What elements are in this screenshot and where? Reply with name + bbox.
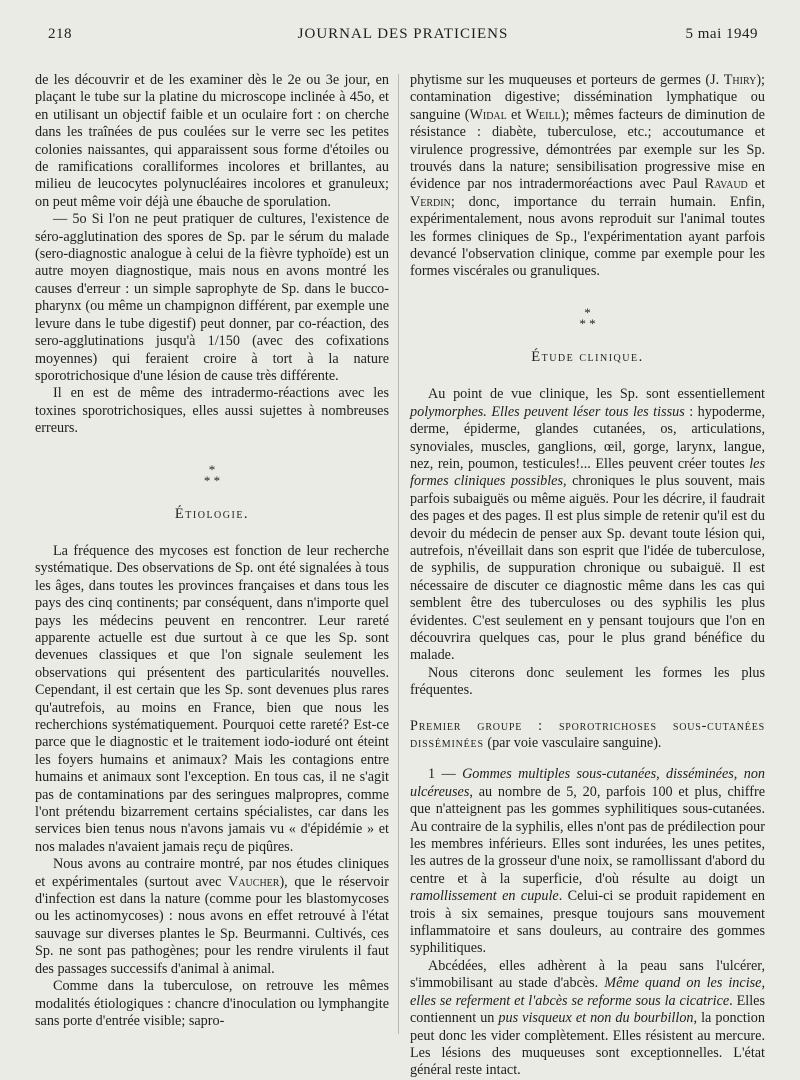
author-name: Verdin — [410, 193, 451, 210]
paragraph: Comme dans la tuberculose, on retrouve les mêmes modalités étiologiques : chancre d'inoculation ou lymphangite sans porte d'entrée visible; sapro- — [35, 978, 389, 1029]
paragraph: — 5o Si l'on ne peut pratiquer de cultures, l'existence de séro-agglutination des spores de Sp. par le sérum du malade (sero-diagnostic analogue à celui de la fièvre typhoïde) est un autre moyen diagnostique, mais nous en avons montré les causes d'erreur : un simple saprophyte de Sp. dans le bucco-pharynx (ou même un champignon différent, par exemple une levure dans le tube digestif) peut donner, par co-réaction, des sero-agglutinations jusqu'à 1/150 (avec des cofixations moyennes) qui feraient croire à tort à la nature sporotrichosique d'une lésion de cause très différente. — [35, 211, 389, 384]
author-name: Widal — [469, 106, 507, 123]
left-column — [35, 72, 389, 1030]
paragraph: Nous citerons donc seulement les formes les plus fréquentes. — [410, 664, 765, 699]
paragraph: Nous avons au contraire montré, par nos études cliniques et expérimentales (surtout avec Vaucher), que le réservoir d'infection est dans la nature (comme pour les blastomycoses ou les actinomycoses) : nous avons en effet retrouvé à l'état sauvage sur diverses plantes le Sp. Beurmanni. Cultivés, ces Sp. ne sont pas pathogènes; pour les rendre virulents il faut des passages successifs d'animal à animal. — [35, 856, 390, 977]
running-header — [48, 26, 758, 50]
paragraph: Au point de vue clinique, les Sp. sont essentiellement polymorphes. Elles peuvent léser tous les tissus : hypoderme, derme, épiderme, glandes cutanées, os, articulations, synoviales, muscles, ganglions, œil, gorge, larynx, langue, nez, rein, poumon, testicules!... Elles peuvent créer toutes les formes cliniques possibles, chroniques le plus souvent, mais parfois subaiguës ou même aiguës. Pour les décrire, il faudrait des pages et des pages. Il est plus simple de retenir qu'il est du devoir du médecin de penser aux Sp. devant toute lésion qui, autrefois, n'éveillait dans son esprit que l'idée de tuberculose, de syphilis, de suppuration chronique ou subaiguë. Il est nécessaire de discuter ce diagnostic même dans les cas qui semblent être des tuberculoses ou des syphilis les plus évidentes. C'est seulement en y pensant toujours que l'on en découvrira quelques cas, pour le plus grand bénéfice du malade. — [410, 386, 766, 664]
section-separator-stars: * * * — [203, 461, 221, 488]
right-column — [410, 72, 765, 1080]
author-name: Vaucher — [228, 873, 280, 890]
subsection-heading-premier-groupe: Premier groupe : sporotrichoses sous-cutanées disséminées (par voie vasculaire sanguine). — [410, 717, 765, 751]
section-heading-etiologie: Étiologie. — [174, 505, 250, 522]
paragraph: de les découvrir et de les examiner dès le 2e ou 3e jour, en plaçant le tube sur la platine du microscope inclinée à 45o, et en utilisant un objectif faible et un oculaire fort : on cherche dans les traînées de pus coulées sur le verre sec les petites colonies naissantes, qui apparaissent sous forme d'étoiles ou de ramifications coralliformes incolores et brillantes, au milieu de leucocytes polynucléaires incolores et granuleux; on peut même voir déjà une ébauche de sporulation. — [35, 72, 389, 210]
page-number: 218 — [48, 26, 72, 42]
paragraph: 1 — Gommes multiples sous-cutanées, disséminées, non ulcéreuses, au nombre de 5, 20, parfois 100 et plus, chiffre que n'atteignent pas les gommes syphilitiques sous-cutanées. Au contraire de la syphilis, elles n'ont pas de prédilection pour les membres inférieurs. Elles sont indurées, les unes petites, les autres de la grosseur d'une noix, se ramollissant d'abord du centre et à la superficie, d'où résulte au doigt un ramollissement en cupule. Celui-ci se produit rapidement en trois à six semaines, presque toujours sans mouvement inflammatoire et sans douleurs, au contraire des gommes syphilitiques. — [410, 766, 766, 957]
paragraph: phytisme sur les muqueuses et porteurs de germes (J. Thiry); contamination digestive; dissémination lymphatique ou sanguine (Widal et Weill); mêmes facteurs de diminution de résistance : diabète, tuberculose, etc.; accoutumance et virulence progressive, démontrées par exemple sur les Sp. trouvés dans la nature; sensibilisation progressive mise en évidence par nos intradermoréactions avec Paul Ravaud et Verdin; donc, importance du terrain humain. Enfin, expérimentalement, nous avons reproduit sur l'animal toutes les formes cliniques de Sp., l'expérimentation ayant parfois devancé l'observation clinique, comme par exemple pour les formes viscérales ou granuliques. — [410, 72, 765, 280]
issue-date: 5 mai 1949 — [685, 26, 758, 42]
section-heading-etude-clinique: Étude clinique. — [531, 348, 644, 365]
section-separator-stars: * * * — [579, 304, 596, 331]
journal-title: JOURNAL DES PRATICIENS — [297, 26, 509, 42]
author-name: Thiry — [723, 72, 757, 88]
paragraph: La fréquence des mycoses est fonction de leur recherche systématique. Des observations de Sp. ont été signalées à tous les âges, dans toutes les provinces françaises et dans tous les pays des cinq continents; par conséquent, dans n'importe quel pays les médecins peuvent en rencontrer. Leur rareté apparente actuelle est due surtout à ce que les Sp. sont devenues classiques et que l'on signale seulement les observations qui présentent des particularités nouvelles. Cependant, il est certain que les Sp. sont devenues plus rares qu'autrefois, au moins en France, bien que nous les recherchions systématiquement. Pourquoi cette rareté? Est-ce parce que le diagnostic et le traitement iodo-ioduré ont éteint les foyers humains et animaux? Mais les contagions entre humains et animaux sont l'exception. En tous cas, il ne s'agit pas de contaminations par des seringues malpropres, comme l'ont prétendu bizarrement certains spécialistes, car dans les services bien tenus nous n'avons jamais vu « d'épidémie » et nos malades n'avaient jamais reçu de piqûres. — [35, 542, 389, 855]
column-divider — [398, 74, 399, 1034]
paragraph: Il en est de même des intradermo-réactions avec les toxines sporotrichosiques, elles aussi sujettes à nombreuses erreurs. — [35, 385, 389, 437]
author-name: Ravaud — [704, 176, 748, 193]
paragraph: Abcédées, elles adhèrent à la peau sans l'ulcérer, s'immobilisant au stade d'abcès. Même quand on les incise, elles se referment et l'abcès se reforme sous la cicatrice. Elles contiennent un pus visqueux et non du bourbillon, la ponction peut donc les vider complètement. Elles résistent au mercure. Les lésions des muqueuses sont exceptionnelles. L'état général reste intact. — [410, 957, 766, 1079]
author-name: Weill — [525, 106, 561, 123]
